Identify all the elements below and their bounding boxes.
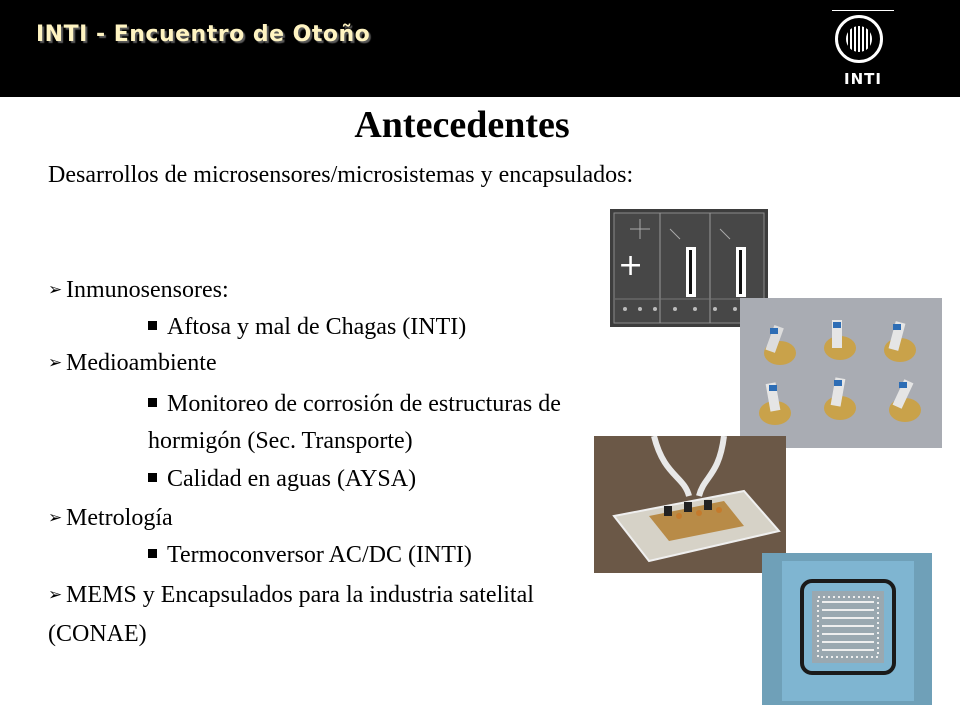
arrow-bullet-icon: ➢	[48, 353, 63, 372]
logo-rule	[832, 10, 894, 11]
list-item-mems-cont: (CONAE)	[48, 621, 147, 647]
list-item-inmunosensores: ➢ Inmunosensores:	[48, 277, 229, 303]
logo-text: INTI	[844, 70, 882, 88]
slide-title: Antecedentes	[354, 104, 570, 146]
photo-mems-satellite-package	[762, 553, 932, 705]
header-bar	[0, 0, 960, 97]
intro-text: Desarrollos de microsensores/microsistemas y encapsulados:	[48, 162, 634, 188]
inti-logo	[828, 8, 898, 92]
inti-logo-icon	[835, 15, 883, 63]
square-bullet-icon	[148, 321, 157, 330]
arrow-bullet-icon: ➢	[48, 585, 63, 604]
square-bullet-icon	[148, 549, 157, 558]
subitem-calidad: Calidad en aguas (AYSA)	[148, 464, 416, 494]
square-bullet-icon	[148, 398, 157, 407]
list-item-metrologia: ➢ Metrología	[48, 505, 173, 531]
subitem-monitoreo-cont: hormigón (Sec. Transporte)	[148, 428, 413, 454]
arrow-bullet-icon: ➢	[48, 280, 63, 299]
arrow-bullet-icon: ➢	[48, 508, 63, 527]
photo-water-sensor-package	[594, 436, 786, 573]
list-item-mems: ➢ MEMS y Encapsulados para la industria satelital	[48, 582, 534, 608]
subitem-aftosa: Aftosa y mal de Chagas (INTI)	[148, 312, 466, 342]
header-title: INTI - Encuentro de Otoño	[36, 22, 371, 47]
svg-text:+: +	[618, 248, 644, 283]
square-bullet-icon	[148, 473, 157, 482]
subitem-termoconversor: Termoconversor AC/DC (INTI)	[148, 540, 472, 570]
photo-corrosion-sensors	[740, 298, 942, 448]
subitem-monitoreo: Monitoreo de corrosión de estructuras de	[148, 389, 561, 419]
list-item-medioambiente: ➢ Medioambiente	[48, 350, 217, 376]
